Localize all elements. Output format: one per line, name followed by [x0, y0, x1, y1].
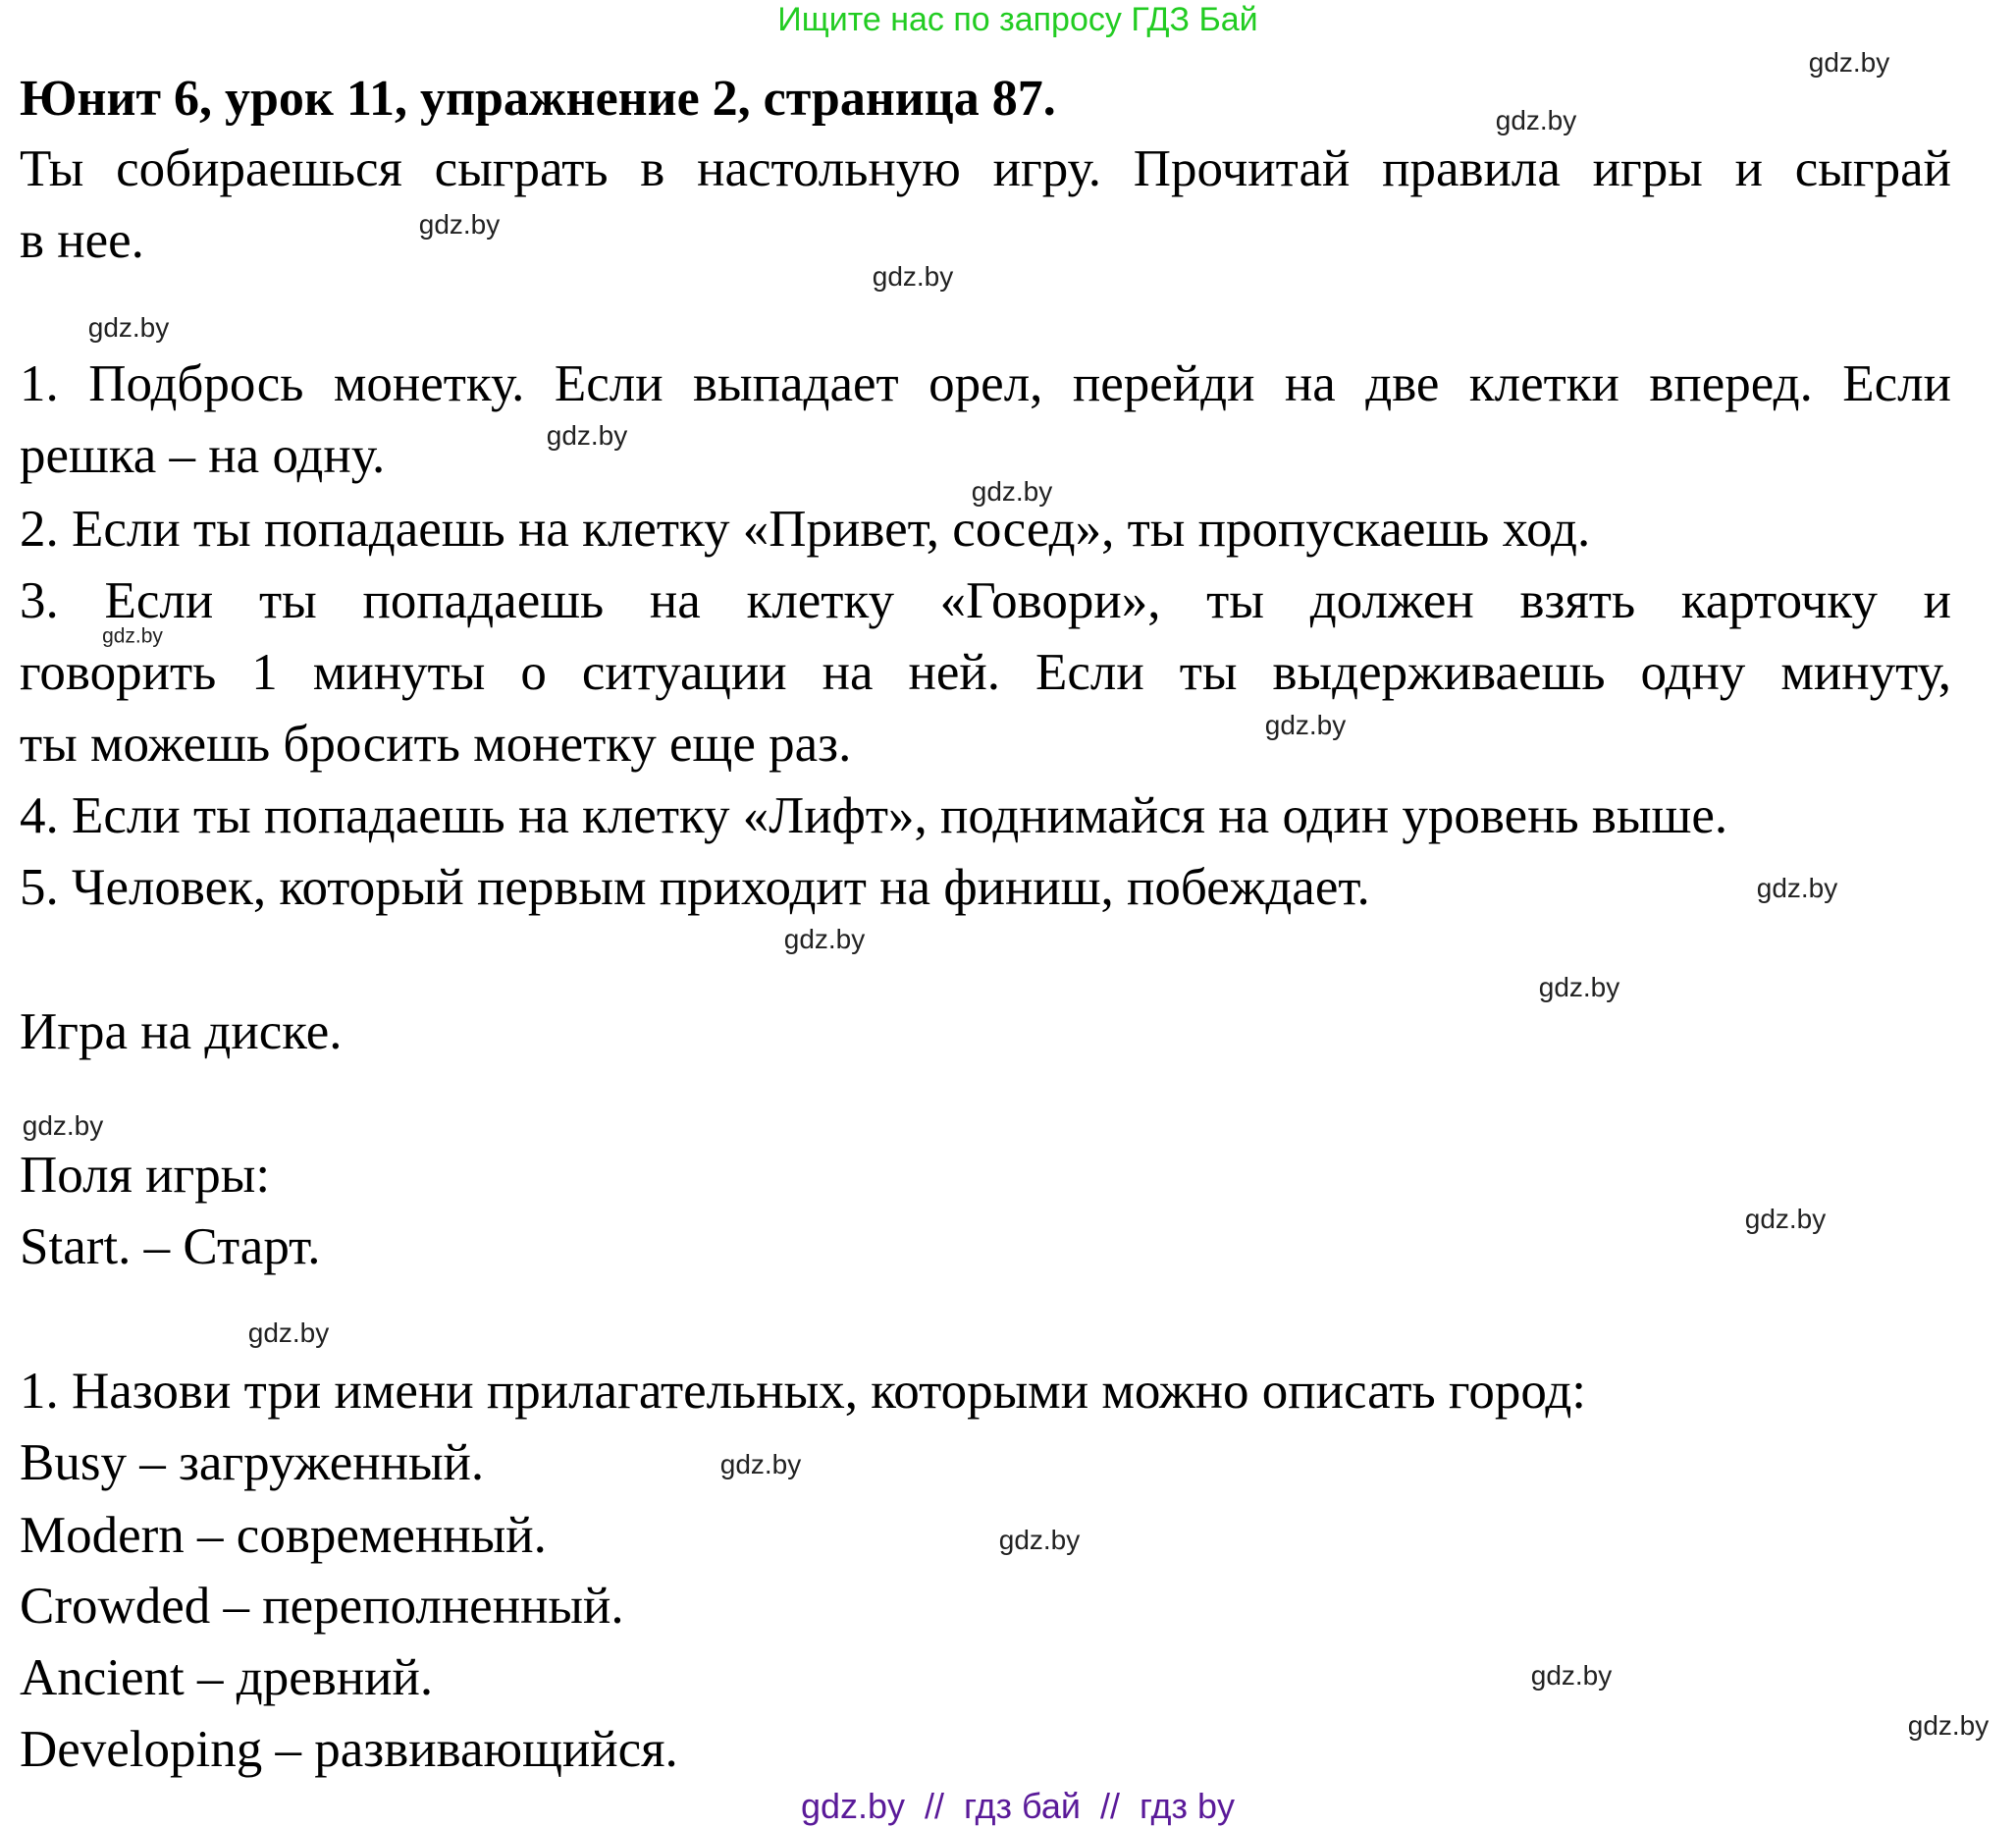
- watermark: gdz.by: [971, 476, 1053, 507]
- page-title: Юнит 6, урок 11, упражнение 2, страница 87.: [20, 71, 1056, 127]
- answer-line: Developing – развивающийся.: [20, 1721, 678, 1778]
- watermark: gdz.by: [1756, 873, 1838, 903]
- watermark: gdz.by: [1264, 710, 1347, 740]
- answer-line: Crowded – переполненный.: [20, 1578, 624, 1635]
- answer-line: Modern – современный.: [20, 1507, 547, 1564]
- start-field: Start. – Старт.: [20, 1218, 321, 1275]
- rule-line: решка – на одну.: [20, 427, 386, 484]
- watermark: gdz.by: [1907, 1710, 1989, 1741]
- rule-line: 5. Человек, который первым приходит на финиш, побеждает.: [20, 859, 1370, 916]
- rule-line: 1. Подбрось монетку. Если выпадает орел, перейди на две клетки вперед. Если: [20, 355, 1951, 412]
- watermark: gdz.by: [1530, 1660, 1613, 1691]
- watermark: gdz.by: [546, 420, 628, 451]
- intro-line: в нее.: [20, 212, 144, 269]
- watermark: gdz.by: [998, 1525, 1081, 1555]
- watermark: gdz.by: [872, 261, 954, 292]
- watermark: gdz.by: [418, 209, 501, 240]
- watermark: gdz.by: [1808, 47, 1890, 78]
- rule-line: 2. Если ты попадаешь на клетку «Привет, сосед», ты пропускаешь ход.: [20, 501, 1591, 558]
- rule-line: говорить 1 минуты о ситуации на ней. Если ты выдерживаешь одну минуту,: [20, 644, 1951, 701]
- watermark: gdz.by: [87, 312, 170, 343]
- search-banner: Ищите нас по запросу ГДЗ Бай: [777, 1, 1258, 38]
- question: 1. Назови три имени прилагательных, которыми можно описать город:: [20, 1363, 1587, 1420]
- game-on-disk: Игра на диске.: [20, 1003, 343, 1060]
- rule-line: 3. Если ты попадаешь на клетку «Говори», ты должен взять карточку и: [20, 572, 1951, 629]
- rule-line: 4. Если ты попадаешь на клетку «Лифт», поднимайся на один уровень выше.: [20, 787, 1728, 844]
- watermark: gdz.by: [1495, 105, 1577, 135]
- watermark: gdz.by: [1538, 972, 1620, 1002]
- answer-line: Busy – загруженный.: [20, 1434, 485, 1491]
- watermark: gdz.by: [247, 1317, 330, 1348]
- watermark: gdz.by: [719, 1449, 802, 1479]
- rule-line: ты можешь бросить монетку еще раз.: [20, 716, 852, 773]
- intro-line: Ты собираешься сыграть в настольную игру. Прочитай правила игры и сыграй: [20, 140, 1951, 197]
- answer-line: Ancient – древний.: [20, 1649, 434, 1706]
- watermark: gdz.by: [102, 624, 163, 648]
- watermark: gdz.by: [783, 924, 866, 954]
- footer-links: gdz.by // гдз бай // гдз by: [800, 1786, 1236, 1826]
- watermark: gdz.by: [1744, 1204, 1827, 1234]
- fields-label: Поля игры:: [20, 1147, 271, 1204]
- watermark: gdz.by: [22, 1110, 104, 1141]
